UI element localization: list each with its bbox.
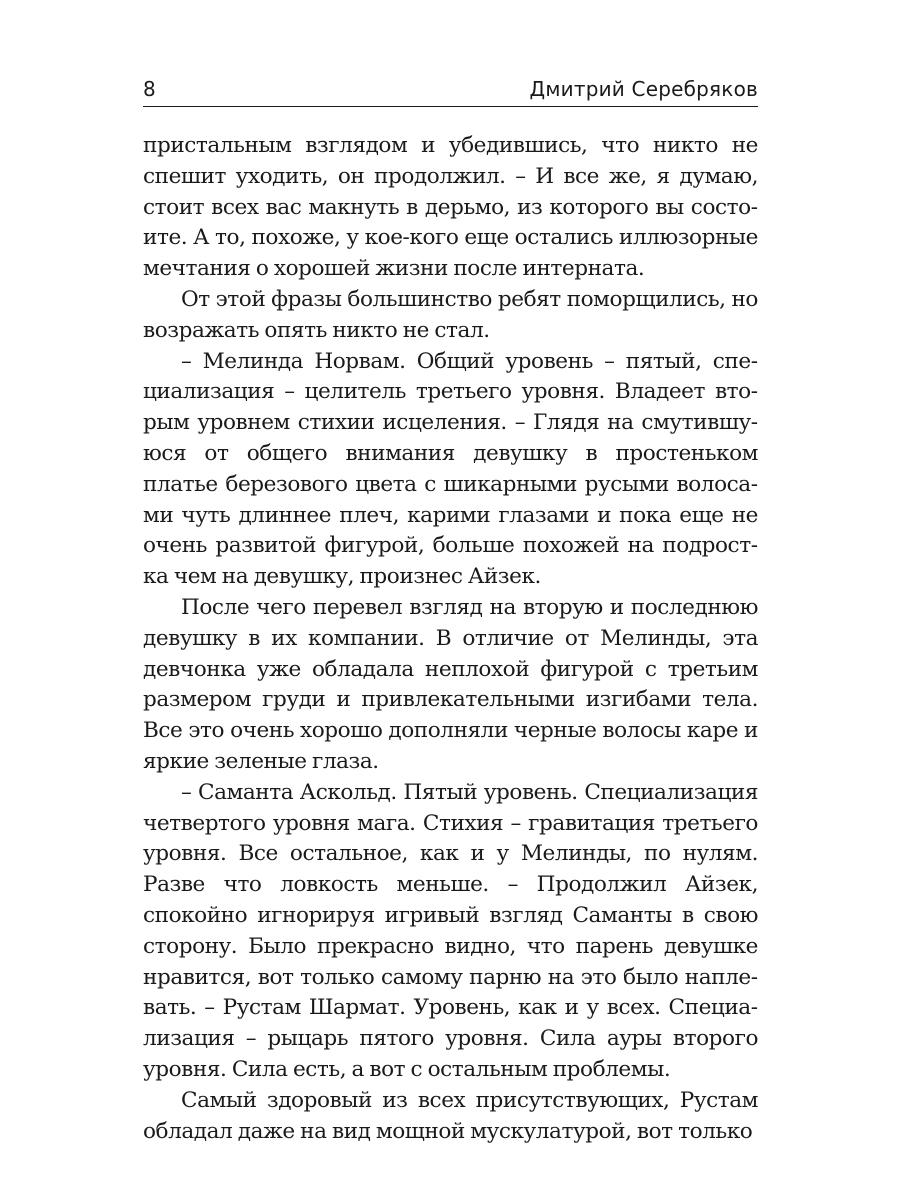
running-header [143,76,758,102]
running-header-author: Дмитрий Серебряков [529,77,758,101]
paragraph: После чего перевел взгляд на вторую и последнюю девушку в их компании. В отличие от Мелинды, эта девчонка уже обладала неплохой фигурой с третьим размером груди и привлекательными изгибами тела. Все это очень хорошо дополняли черные волосы каре и яркие зеленые глаза. [143,594,758,774]
paragraph: пристальным взглядом и убедившись, что никто не спешит уходить, он продолжил. – И все же, я думаю, стоит всех вас макнуть в дерьмо, из которого вы состоите. А то, похоже, у кое-кого еще остались иллюзорные мечтания о хорошей жизни после интерната. [143,133,758,282]
paragraph: – Мелинда Норвам. Общий уровень – пятый, специализация – целитель третьего уровня. Владеет вторым уровнем стихии исцеления. – Глядя на смутившуюся от общего внимания девушку в простеньком платье березового цвета с шикарными русыми волосами чуть длиннее плеч, карими глазами и пока еще не очень развитой фигурой, больше похожей на подростка чем на девушку, произнес Айзек. [143,348,758,590]
paragraph: От этой фразы большинство ребят поморщились, но возражать опять никто не стал. [143,286,758,343]
paragraph: Самый здоровый из всех присутствующих, Рустам обладал даже на вид мощной мускулатурой, вот только [143,1087,758,1144]
body-text [143,131,758,1147]
page-number: 8 [143,77,156,101]
paragraph: – Саманта Аскольд. Пятый уровень. Специализация четвертого уровня мага. Стихия – гравитация третьего уровня. Все остальное, как и у Мелинды, по нулям. Разве что ловкость меньше. – Продолжил Айзек, спокойно игнорируя игривый взгляд Саманты в свою сторону. Было прекрасно видно, что парень девушке нравится, вот только самому парню на это было наплевать. – Рустам Шармат. Уровень, как и у всех. Специализация – рыцарь пятого уровня. Сила ауры второго уровня. Сила есть, а вот с остальным проблемы. [143,779,758,1082]
book-page [143,0,758,1200]
header-rule [143,106,758,107]
